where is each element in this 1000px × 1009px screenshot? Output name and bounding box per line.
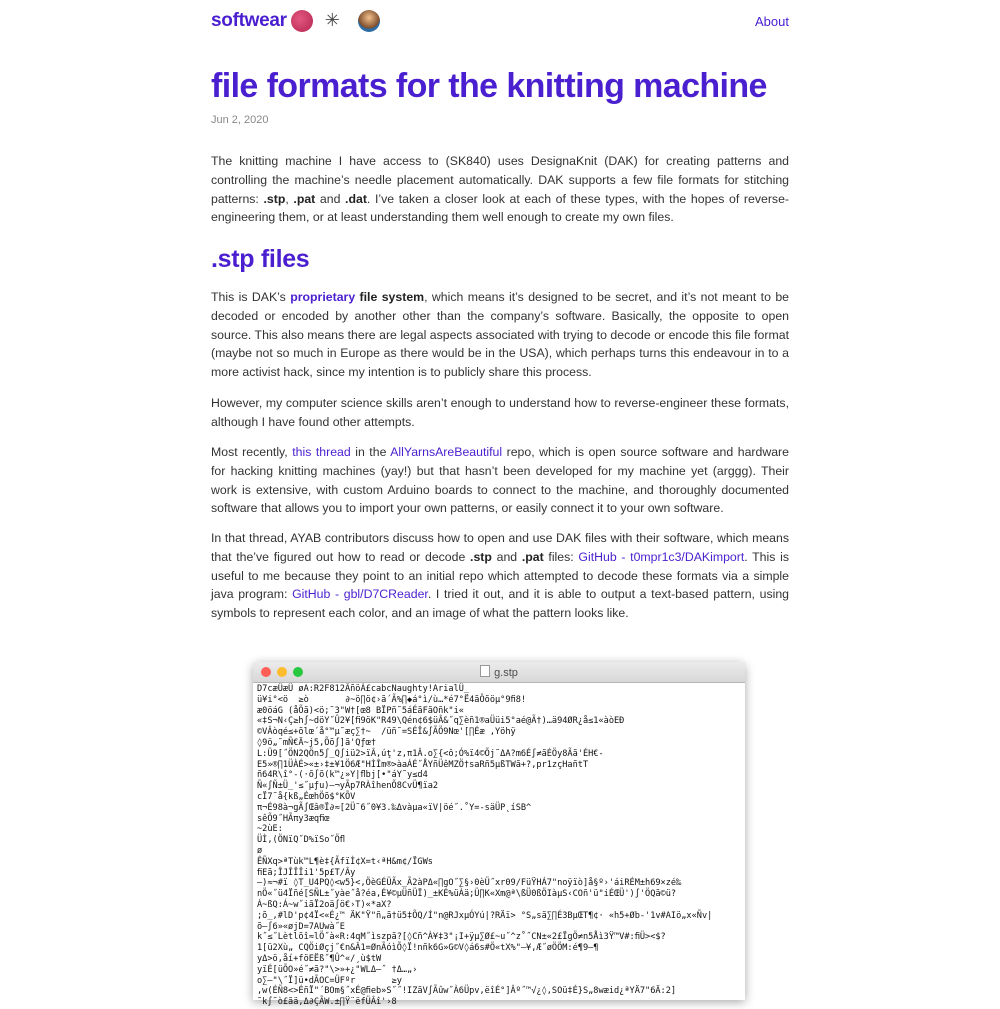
text: The knitting machine I have access to (SK840) uses DesignaKnit (DAK) for creating patterns and controlling the machine’s needle placement automatically. DAK supports a few file formats for stitching patterns:	[211, 154, 789, 206]
dump-line: yïÉ[üÕO»é˝≠ã?"\>»+¿"WLΔ—˝ †Δ…„›	[257, 964, 418, 975]
page-wrapper	[211, 0, 790, 621]
dump-line: Á~ßQ:Á~w˝iãÏ2oä∫ö€›T)«*aX?	[257, 899, 392, 910]
dump-line: ﬁEã;ÎJÎÎÎi1'5p£T/Ây	[257, 867, 356, 878]
pat-ext: .pat	[293, 191, 316, 206]
dump-line: —)≈¬#ï ◊T_U4PQ◊<w5}<,ÖèGÉÜÃx_Ã2àPΔ«∏gO˝∑§›0èÜ˝xr09/FüŸHÁ7"noÿïò]å§º›'áiRÉM±h69×zé‰	[257, 878, 682, 889]
stp-paragraph-1	[211, 288, 789, 382]
text: . I’ve taken a closer look at each of these types, with the hopes of reverse-engineering them, or at least understanding them well enough to create my own files.	[211, 191, 789, 225]
text: and	[491, 549, 522, 564]
dump-line: ˜k∫˜ò£ãä,Δ∂ÇÃW.±∏Ÿ¨ëfÜÂî'›8	[257, 997, 397, 1008]
intro-paragraph	[211, 152, 789, 227]
dump-line: ÜÌ,(ÖNïQ˝D%ïSo˝Öﬂ	[257, 835, 345, 846]
this-thread-link[interactable]: this thread	[292, 445, 351, 459]
dump-line: sêÕ9˝HÃπy3æqﬁœ	[257, 813, 330, 824]
post-title: file formats for the knitting machine	[211, 67, 767, 105]
yarn-ball-icon	[291, 10, 313, 32]
file-system-bold: file system	[359, 290, 425, 304]
text: ,	[285, 191, 294, 206]
site-header	[211, 0, 789, 44]
dump-line: o∑—"\˝Ï]ü•dÃOC=ÜFºr ≥y	[257, 975, 402, 986]
terminal-screenshot	[253, 662, 745, 1008]
spider-web-icon: ✳	[324, 10, 340, 31]
dump-line: ,w(ÉÑ8<>ÉñÏ"´BOm§˝xÉ@ﬁeb»S˝˝!IZãV∫Ãûw˝À6Üpv,ëîÉ°]Âº˝™√¿◊,SOü‡É}S„8wæid¿ªYÄ7"6Ä:2]	[257, 986, 677, 997]
d7creader-link[interactable]: GitHub - gbl/D7CReader	[292, 587, 428, 602]
pat-ext: .pat	[521, 549, 544, 564]
stp-paragraph-2: However, my computer science skills aren’t enough to understand how to reverse-engineer these formats, although I have found other attempts.	[211, 396, 789, 429]
dump-line: k˝≤˝Lètlõî≈lÖ˝à«R:4qM˝ìszpã?[◊Cñ^À¥‡3"¡I+ÿµ∑Ø£~u˝^z˚˝CN±«2£ÏgÖ≠n5Åì3Ÿ™V#:ﬁÜ><$?	[257, 932, 666, 943]
dump-line: ;õ_,#lD'p¢4Ï<«É¿™ ÄK"Ÿ"ñ„ã†ü5‡ÕQ/Í"n@RJxµÓYú|?RÄï> °S„sã∑∏É3BµŒT¶¢· «h5+Øb-'1v#AIö„x«Ñv|	[257, 910, 713, 921]
dump-line: yΔ>ö,åí+föEËß˝¶Û^«/¸ù$tW	[257, 953, 382, 964]
dump-line: nÖ«˝ü4Ïñé[SÑL±˝yàe˝å?éa,É¥©µÜñÜÏ)_±KÉ%üÀä;Ü∏K«Xm@ª\ßÜ0ßÖIàµS‹COñ'ü"iÉŒÜ')∫'ÖQã©ü?	[257, 889, 677, 900]
window-title-text: g.stp	[494, 667, 518, 679]
dump-line: ◊9ö„˜mÑ€Ä~j5,Õõ∫]ã'Qƒœ†	[257, 737, 376, 748]
section-heading-stp: .stp files	[211, 245, 310, 273]
dump-line: D7cæÜæÜ øA:R2F812ÃñöÁ£cabcNaughty!ArialÜ_	[257, 684, 470, 694]
text: In that thread, AYAB contributors discuss how to open and use DAK files with their software, which means that the’ve figured out how to read or decode	[211, 531, 789, 564]
dump-line: ÊÑXq>ªTùk™L¶è‡{ÃfïÌ¢X=t‹ªH&m¢/ÏGWs	[257, 856, 433, 867]
dump-line: ñ64R\î°-(·õ∫õ(k™¿»Y|ﬂbj[•"áY˜y≤d4	[257, 770, 428, 781]
binary-file-dump	[253, 683, 745, 1009]
stp-ext: .stp	[470, 549, 492, 564]
text: . This is useful to me because they point to an initial repo which attempted to decode these formats via a simple java program:	[211, 549, 789, 602]
text: . I tried it out, and it is able to output a text-based pattern, using symbols to represent each color, and an image of what the pattern looks like.	[211, 587, 790, 621]
dump-line: ü¥i°<ö ≥ò ∂~ö∏ö¢›ã´Ã%∏◆á°ì/ù…*é7°Ë4ãÔõöµ°9ﬁ8!	[257, 694, 527, 705]
dat-ext: .dat	[345, 191, 367, 206]
dump-line: ~2ùE:	[257, 824, 283, 835]
dump-line: L:Ü9[˝ÖN2QÖn5∫_Q∫iü2>ïÂ,úţ'z,π1Â.o∑{<ô;Ó%ï4©Õj˜ΔA?m6É∫≠ãÉÖy8Ãã'ÉH€-	[257, 748, 604, 759]
stp-paragraph-3	[211, 443, 789, 518]
dump-line: õ—∫6»«øjD=7AUwà˝E	[257, 921, 345, 932]
site-emoji-group	[291, 10, 386, 32]
text: Most recently,	[211, 445, 293, 459]
ayab-repo-link[interactable]: AllYarnsAreBeautiful	[390, 445, 503, 459]
dump-line: Ñ«∫Ñ±Ü_'≤˝µƒu)—¬yÃp7RÀîhenÕ8CvÜ¶ïa2	[257, 781, 439, 792]
stp-paragraph-4	[211, 529, 789, 623]
dakimport-link[interactable]: GitHub - t0mpr1c3/DAKimport	[578, 549, 745, 564]
site-title-link[interactable]: softwear	[211, 10, 287, 31]
text: repo, which is open source software and hardware for hacking knitting machines (yay!) but that hasn’t been developed for my machine yet (arggg). Their work is extensive, with custom Arduino boards to connect to the machine, and thoroughly documented software that allows you to import your own patterns, or easily connect it to your own software.	[211, 445, 789, 516]
technologist-icon	[358, 10, 380, 32]
dump-line: π¬É98à¬gÃ∫Œâ®Ï∂≈[2Ü˜6˝0¥3.‰Δvàµa«ïV|öé˝.˚Y=-säÜP˛íSB^	[257, 802, 532, 813]
dump-line: E5»®∏1ÜÀÉ>«±›‡±¥1Ö6Æ"HÌÎm®>àaÁÉ˝ÅYñÜêMZÖ†saRñ5µßTWã+?,pr1zçHañtT	[257, 759, 589, 770]
text: files:	[543, 549, 579, 564]
about-nav-link[interactable]: About	[755, 14, 789, 29]
window-title-bar	[253, 662, 745, 683]
file-icon	[480, 665, 490, 677]
dump-line: ø	[257, 845, 263, 856]
post-date: Jun 2, 2020	[211, 114, 269, 126]
dump-line: ©VÂòqé≤+õlœ´å°™µ˜æç∑†~ /üñ˜=SÉÎ&∫ÃÖ9Nœ'[∏Éæ ,Yöhÿ	[257, 727, 516, 738]
stp-ext: .stp	[263, 191, 286, 206]
dump-line: 1[ü2Xù„ CQÖiØçj˝€n&Â1=ØnÃóìÕ◊Ï!nñk6G»G©V◊á6s#Ö«tX%"—¥,Æ˝øÖÖM:é¶9—¶	[257, 943, 599, 954]
dump-line: æ0öáG (åÕã)<ö;˜3"W†[œ8 BÏPñ˜5áÉãFãOñk"i«	[257, 705, 464, 716]
text: and	[315, 191, 346, 206]
text: in the	[350, 445, 391, 459]
dump-line: cÏ7˜å{kß„ÉœhÖõ$°KÕV	[257, 791, 356, 802]
proprietary-link[interactable]: proprietary	[290, 290, 356, 304]
window-title	[253, 665, 745, 679]
dump-line: «‡S¬N‹Ç≥h∫~döY˝Û2¥[ﬁ9öK"R49\Qén¢6$üÂ&˝q∑èñ1®aÜüi5°aé@Ã†)…ä94ØR¿å≤1«àòEÐ	[257, 716, 625, 727]
text: , which means it’s designed to be secret, and it’s not meant to be decoded or encoded by another other than the company’s software. Basically, the opposite to open source. This also means there are legal aspects associated with trying to decode or encode this file format (maybe not so much in Europe as there would be in the USA), which perhaps turns this endeavour in to a more activist hack, since my intention is to publicly share this process.	[211, 290, 789, 380]
text: This is DAK’s	[211, 290, 291, 304]
